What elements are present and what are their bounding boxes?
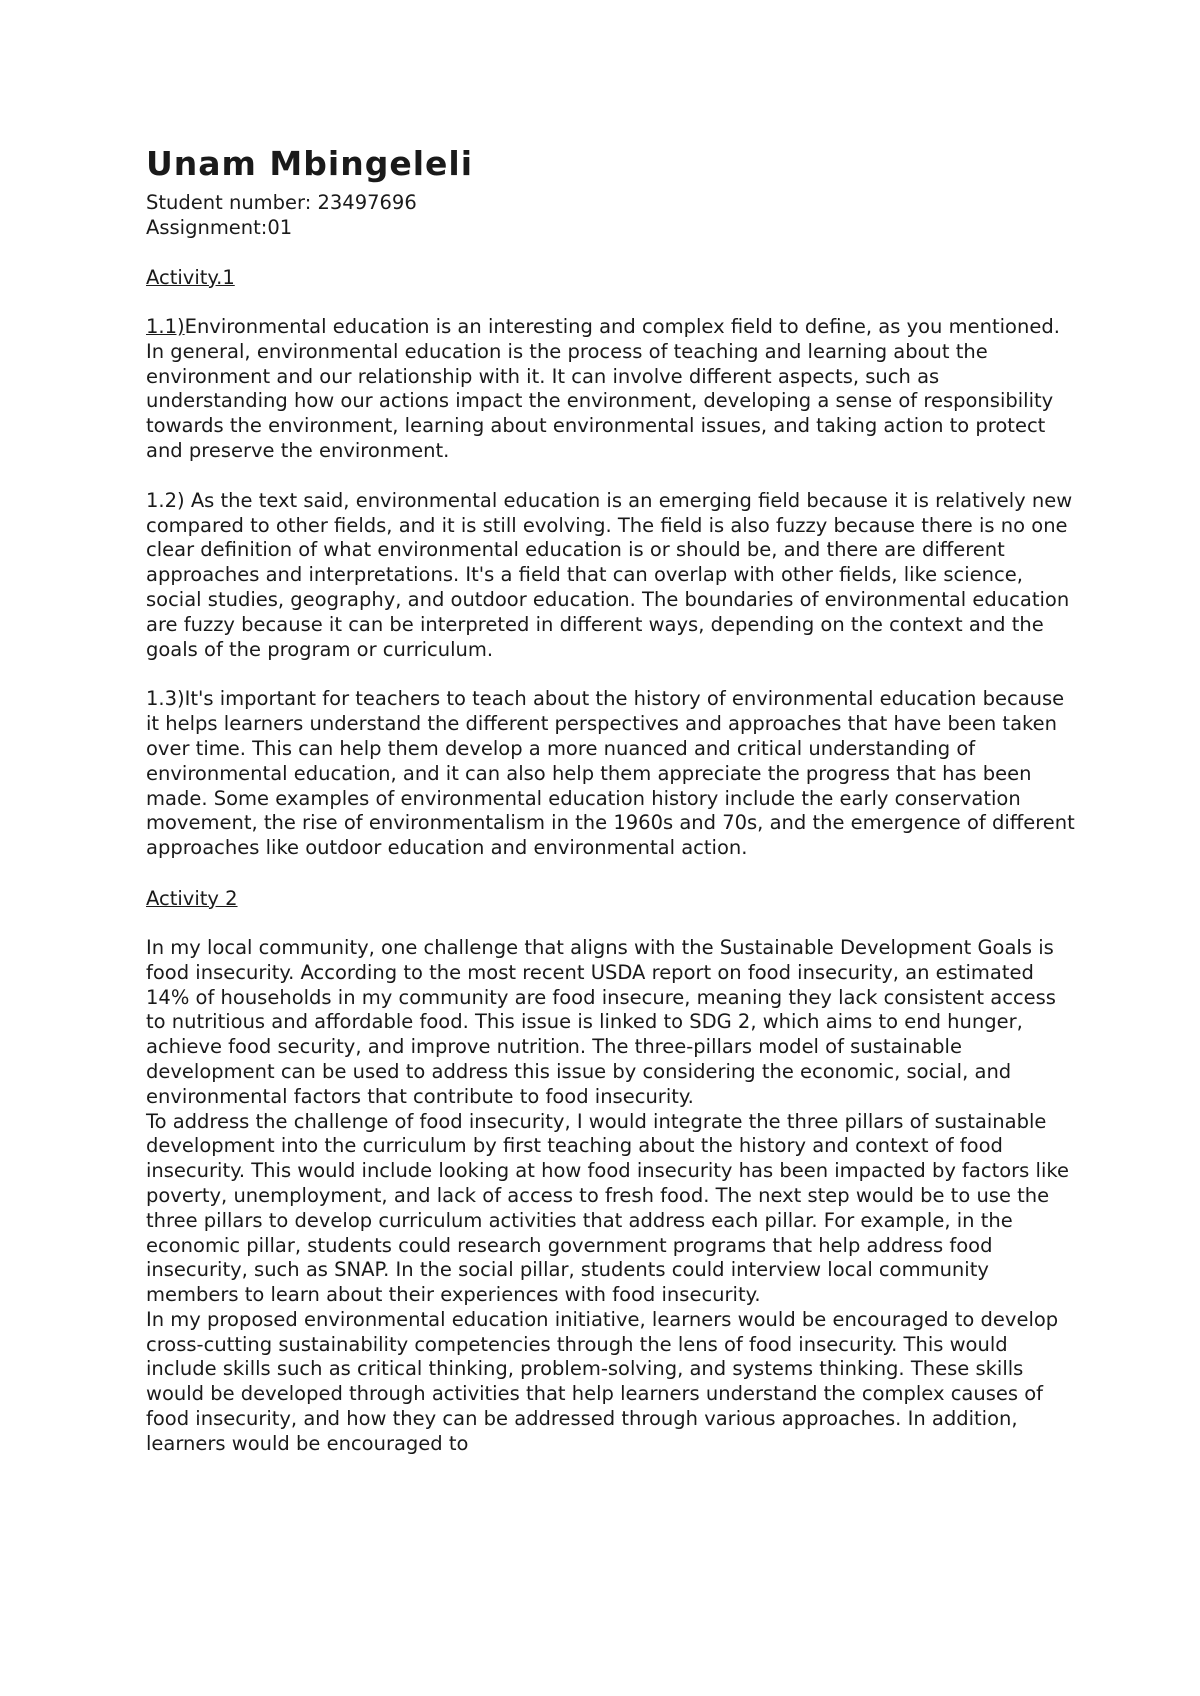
activity-2-paragraph-2: To address the challenge of food insecurity, I would integrate the three pillars of sustainable development into the curriculum by first teaching about the history and context of food insecurity. This would include looking at how food insecurity has been impacted by factors like poverty, unemployment, and lack of access to fresh food. The next step would be to use the three pillars to develop curriculum activities that address each pillar. For example, in the economic pillar, students could research government programs that help address food insecurity, such as SNAP. In the social pillar, students could interview local community members to learn about their experiences with food insecurity. <box>146 1109 1069 1307</box>
answer-1-1-text: Environmental education is an interesting and complex field to define, as you mentioned. In general, environmental education is the process of teaching and learning about the environment and our relationship with it. It can involve different aspects, such as understanding how our actions impact the environment, developing a sense of responsibility towards the environment, learning about environmental issues, and taking action to protect and preserve the environment. <box>146 315 1060 462</box>
activity-2-paragraph-1: In my local community, one challenge that aligns with the Sustainable Development Goals is food insecurity. According to the most recent USDA report on food insecurity, an estimated 14% of households in my community are food insecure, meaning they lack consistent access to nutritious and affordable food. This issue is linked to SDG 2, which aims to end hunger, achieve food security, and improve nutrition. The three-pillars model of sustainable development can be used to address this issue by considering the economic, social, and environmental factors that contribute to food insecurity. <box>146 935 1056 1108</box>
assignment-number: Assignment:01 <box>146 216 293 239</box>
activity-2-paragraph-3: In my proposed environmental education initiative, learners would be encouraged to develop cross-cutting sustainability competencies through the lens of food insecurity. This would include skills such as critical thinking, problem-solving, and systems thinking. These skills would be developed through activities that help learners understand the complex causes of food insecurity, and how they can be addressed through various approaches. In addition, learners would be encouraged to <box>146 1307 1059 1455</box>
answer-1-1 <box>146 315 1076 464</box>
activity-2-heading: Activity 2 <box>146 886 238 910</box>
document-page <box>146 140 1076 1457</box>
answer-1-1-label: 1.1) <box>146 315 185 338</box>
student-number: Student number: 23497696 <box>146 191 417 214</box>
answer-1-2: 1.2) As the text said, environmental education is an emerging field because it is relatively new compared to other fields, and it is still evolving. The field is also fuzzy because there is no one clear definition of what environmental education is or should be, and there are different approaches and interpretations. It's a field that can overlap with other fields, like science, social studies, geography, and outdoor education. The boundaries of environmental education are fuzzy because it can be interpreted in different ways, depending on the context and the goals of the program or curriculum. <box>146 488 1073 661</box>
author-name: Unam Mbingeleli <box>146 144 474 183</box>
answer-1-3: 1.3)It's important for teachers to teach about the history of environmental education because it helps learners understand the different perspectives and approaches that have been taken over time. This can help them develop a more nuanced and critical understanding of environmental education, and it can also help them appreciate the progress that has been made. Some examples of environmental education history include the early conservation movement, the rise of environmentalism in the 1960s and 70s, and the emergence of different approaches like outdoor education and environmental action. <box>146 687 1075 860</box>
activity-1-heading: Activity.1 <box>146 266 235 289</box>
